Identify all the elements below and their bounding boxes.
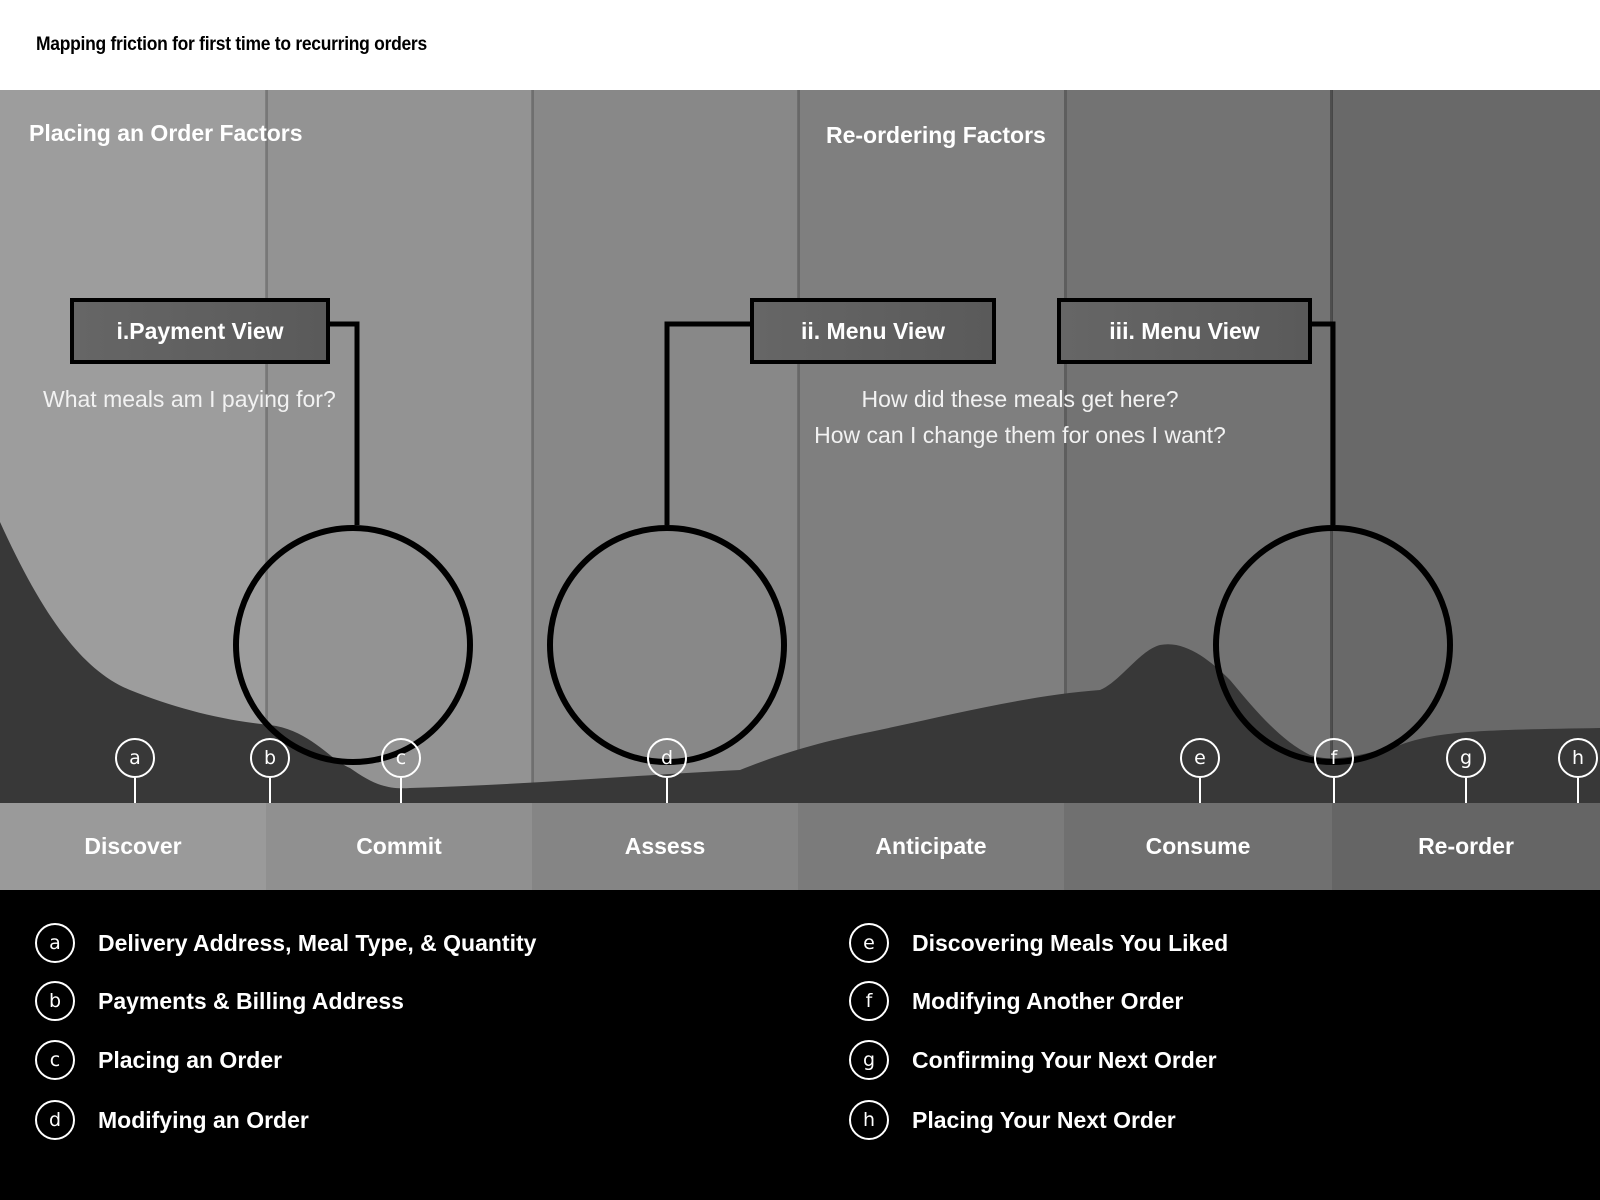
marker-tick xyxy=(1333,778,1335,803)
step-marker-f: f xyxy=(1314,738,1354,778)
legend-badge: f xyxy=(849,981,889,1021)
menu-view-box-ii: ii. Menu View xyxy=(750,298,996,364)
stage-discover: Discover xyxy=(0,803,266,890)
journey-diagram xyxy=(0,90,1600,890)
stage-commit: Commit xyxy=(266,803,532,890)
menu-view-box-iii: iii. Menu View xyxy=(1057,298,1312,364)
callout-connector-menu-ii xyxy=(667,324,751,525)
callout-connector-payment xyxy=(328,324,357,525)
step-marker-a: a xyxy=(115,738,155,778)
legend-label: Placing an Order xyxy=(98,1046,283,1073)
legend-item-e xyxy=(849,923,1228,963)
legend-item-c xyxy=(35,1040,282,1080)
stage-assess: Assess xyxy=(532,803,798,890)
section-title-placing: Placing an Order Factors xyxy=(29,120,303,146)
step-marker-d: d xyxy=(647,738,687,778)
page-title: Mapping friction for first time to recurring orders xyxy=(36,34,427,55)
legend-label: Delivery Address, Meal Type, & Quantity xyxy=(98,929,537,956)
legend-badge: e xyxy=(849,923,889,963)
callout-circle-payment xyxy=(236,528,470,762)
legend-label: Confirming Your Next Order xyxy=(912,1046,1217,1073)
callout-layer xyxy=(0,90,1600,890)
legend-badge: b xyxy=(35,981,75,1021)
marker-tick xyxy=(134,778,136,803)
legend-badge: c xyxy=(35,1040,75,1080)
payment-view-question: What meals am I paying for? xyxy=(43,386,336,412)
legend-badge: a xyxy=(35,923,75,963)
legend-label: Payments & Billing Address xyxy=(98,987,404,1014)
legend-badge: h xyxy=(849,1100,889,1140)
legend-item-f xyxy=(849,981,1183,1021)
legend-badge: g xyxy=(849,1040,889,1080)
marker-tick xyxy=(1199,778,1201,803)
callout-connector-menu-iii xyxy=(1310,324,1333,525)
step-marker-c: c xyxy=(381,738,421,778)
legend-item-g xyxy=(849,1040,1217,1080)
marker-tick xyxy=(1577,778,1579,803)
menu-view-question-2: How can I change them for ones I want? xyxy=(814,422,1226,448)
legend-item-h xyxy=(849,1100,1176,1140)
callout-circle-menu-ii xyxy=(550,528,784,762)
callout-circle-menu-iii xyxy=(1216,528,1450,762)
marker-tick xyxy=(666,778,668,803)
legend-label: Placing Your Next Order xyxy=(912,1106,1176,1133)
stage-bar xyxy=(0,803,1600,890)
legend xyxy=(0,890,1600,1200)
menu-view-question-1: How did these meals get here? xyxy=(861,386,1179,412)
legend-item-b xyxy=(35,981,404,1021)
header xyxy=(0,0,1600,90)
section-title-reordering: Re-ordering Factors xyxy=(826,122,1046,148)
legend-label: Discovering Meals You Liked xyxy=(912,929,1229,956)
step-marker-g: g xyxy=(1446,738,1486,778)
stage-reorder: Re-order xyxy=(1332,803,1600,890)
payment-view-box: i.Payment View xyxy=(70,298,330,364)
marker-tick xyxy=(1465,778,1467,803)
marker-tick xyxy=(269,778,271,803)
legend-item-a xyxy=(35,923,536,963)
step-marker-h: h xyxy=(1558,738,1598,778)
legend-item-d xyxy=(35,1100,309,1140)
marker-tick xyxy=(400,778,402,803)
legend-badge: d xyxy=(35,1100,75,1140)
step-marker-b: b xyxy=(250,738,290,778)
stage-consume: Consume xyxy=(1064,803,1332,890)
legend-label: Modifying Another Order xyxy=(912,987,1184,1014)
legend-label: Modifying an Order xyxy=(98,1106,309,1133)
stage-anticipate: Anticipate xyxy=(798,803,1064,890)
step-marker-e: e xyxy=(1180,738,1220,778)
